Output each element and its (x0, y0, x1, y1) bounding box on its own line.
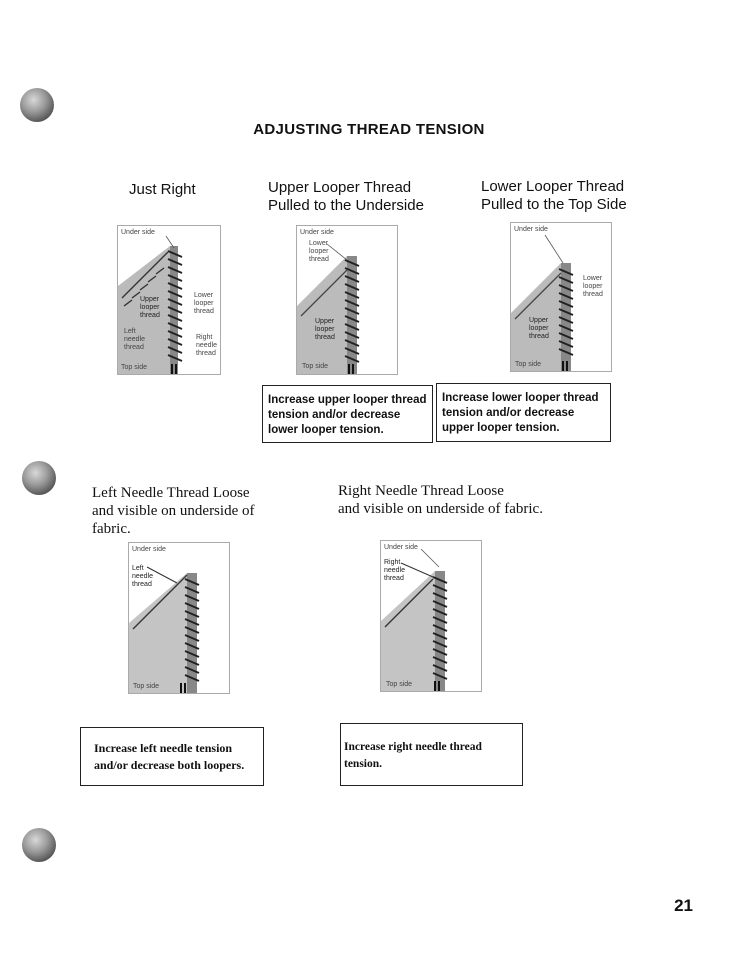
label-under-side: Under side (384, 544, 418, 551)
label-top-side: Top side (121, 364, 148, 371)
figure-just-right (117, 225, 221, 375)
caption-upper-looper-line1: Upper Looper Thread (268, 179, 412, 196)
binder-hole-bottom (22, 828, 56, 862)
label-top-side: Top side (133, 683, 160, 690)
label-top-side: Top side (302, 363, 329, 370)
label-lower-looper: Lower looper thread (309, 240, 329, 263)
caption-just-right: Just Right (129, 181, 196, 198)
caption-right-needle (338, 482, 543, 518)
caption-left-needle-line3: fabric. (92, 521, 131, 537)
caption-lower-looper-line1: Lower Looper Thread (481, 178, 625, 195)
page-title: ADJUSTING THREAD TENSION (253, 121, 485, 138)
label-right-needle: Right needle thread (196, 334, 218, 357)
label-upper-looper: Upper looper thread (140, 296, 160, 319)
label-under-side: Under side (132, 546, 166, 553)
figure-lower-looper (510, 222, 612, 372)
caption-lower-looper-line2: Pulled to the Top Side (481, 196, 627, 213)
fix-box-right-needle: Increase right needle thread tension. (340, 723, 523, 786)
caption-upper-looper-line2: Pulled to the Underside (268, 197, 424, 214)
figure-left-needle (128, 542, 230, 694)
page-number: 21 (674, 896, 693, 915)
caption-lower-looper (481, 178, 627, 214)
binder-hole-top (20, 88, 54, 122)
fix-box-lower-looper: Increase lower looper thread tension and/or decrease upper looper tension. (436, 383, 611, 442)
label-lower-looper: Lower looper thread (194, 292, 214, 315)
caption-right-needle-line1: Right Needle Thread Loose (338, 483, 504, 499)
label-upper-looper: Upper looper thread (315, 318, 335, 341)
caption-left-needle-line2: and visible on underside of (92, 503, 255, 519)
label-upper-looper: Upper looper thread (529, 317, 549, 340)
label-right-needle: Right needle thread (384, 559, 406, 582)
caption-upper-looper (268, 179, 424, 215)
label-under-side: Under side (300, 229, 334, 236)
label-left-needle: Left needle thread (124, 328, 146, 351)
fix-left-needle-line1: Increase left needle tension (94, 741, 233, 755)
caption-left-needle-line1: Left Needle Thread Loose (92, 485, 250, 501)
fix-box-left-needle (80, 727, 264, 786)
figure-right-needle (380, 540, 482, 692)
label-under-side: Under side (514, 226, 548, 233)
caption-right-needle-line2: and visible on underside of fabric. (338, 501, 543, 517)
label-left-needle: Left needle thread (132, 565, 154, 588)
label-under-side: Under side (121, 229, 155, 236)
binder-hole-middle (22, 461, 56, 495)
label-top-side: Top side (515, 361, 542, 368)
fix-left-needle-line2: and/or decrease both loopers. (94, 758, 245, 772)
label-top-side: Top side (386, 681, 413, 688)
label-lower-looper: Lower looper thread (583, 275, 603, 298)
caption-left-needle (92, 484, 254, 538)
figure-upper-looper (296, 225, 398, 375)
fix-box-upper-looper: Increase upper looper thread tension and/or decrease lower looper tension. (262, 385, 433, 443)
